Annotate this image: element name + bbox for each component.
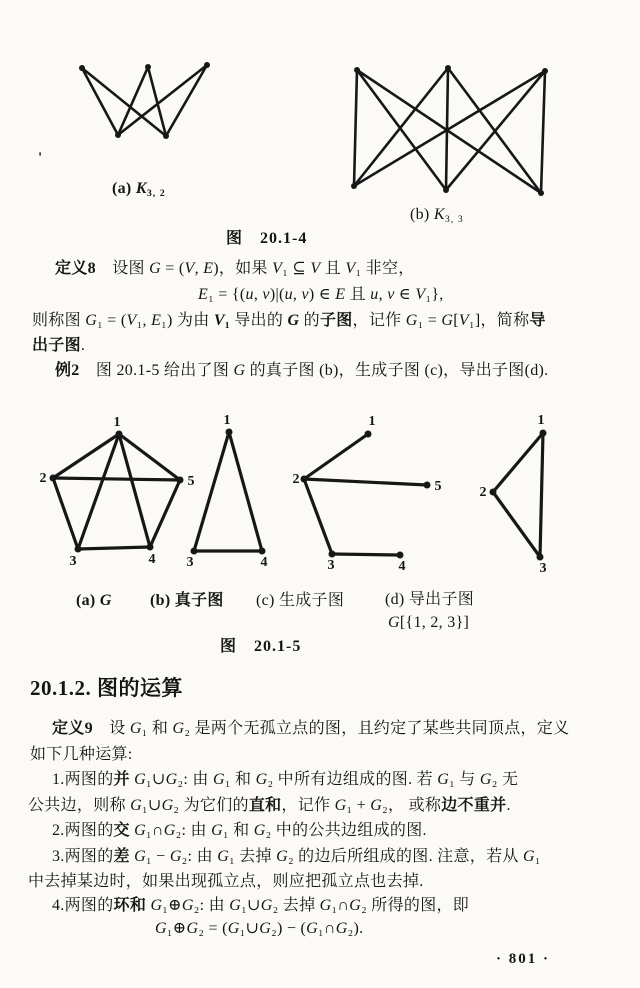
graph-induced-subgraph xyxy=(477,414,569,574)
operation-difference-line-2: 中去掉某边时，如果出现孤立点，则应把孤立点也去掉. xyxy=(28,873,424,890)
operation-union-line-1: 1.两图的并 G₁∪G₂: 由 G₁ 和 G₂ 中所有边组成的图. 若 G₁ 与 G₂ 无 xyxy=(52,771,519,788)
def9-line-1: 定义9 设 G₁ 和 G₂ 是两个无孤立点的图，且约定了某些共同顶点，定义 xyxy=(52,720,570,737)
svg-text:4: 4 xyxy=(398,559,406,574)
k32-caption: (a) $K_{3, 2}$ xyxy=(112,180,166,199)
example-2-line: 例2 图 20.1-5 给出了图 G 的真子图 (b)，生成子图 (c)，导出子图(d). xyxy=(55,362,549,379)
def8-formula-line: E₁ = {(u, v)|(u, v) ∈ E 且 u, v ∈ V₁}, xyxy=(198,286,444,303)
svg-text:1: 1 xyxy=(223,413,231,428)
svg-text:3: 3 xyxy=(186,555,194,570)
svg-text:5: 5 xyxy=(187,474,195,489)
svg-text:3: 3 xyxy=(69,554,77,569)
svg-text:3: 3 xyxy=(539,561,547,576)
def8-line-1: 定义8 设图 G = (V, E)，如果 V₁ ⊆ V 且 V₁ 非空， xyxy=(55,260,415,277)
svg-text:2: 2 xyxy=(479,485,487,500)
figure-20-1-5-caption: 图 20.1-5 xyxy=(220,638,302,655)
operation-difference-line-1: 3.两图的差 G₁ − G₂: 由 G₁ 去掉 G₂ 的边后所组成的图. 注意，若从 G₁ xyxy=(52,848,541,865)
caption-a-g: (a) G xyxy=(76,592,112,609)
k33-caption: (b) $K_{3, 3}$ xyxy=(410,206,464,225)
svg-text:5: 5 xyxy=(434,479,442,494)
caption-d-induced-subgraph: (d) 导出子图 xyxy=(385,591,475,608)
page-number: · 801 · xyxy=(496,951,551,967)
caption-b-proper-subgraph: (b) 真子图 xyxy=(150,592,224,609)
svg-text:3: 3 xyxy=(327,558,335,573)
svg-text:1: 1 xyxy=(113,415,121,430)
section-heading-20-1-2: 20.1.2. 图的运算 xyxy=(30,676,183,700)
complete-bipartite-k32-graph xyxy=(57,50,222,150)
operation-union-line-2: 公共边，则称 G₁∪G₂ 为它们的直和，记作 G₁ + G₂， 或称边不重并. xyxy=(28,797,511,814)
operation-intersection-line: 2.两图的交 G₁∩G₂: 由 G₁ 和 G₂ 中的公共边组成的图. xyxy=(52,822,427,839)
svg-text:4: 4 xyxy=(148,552,156,567)
caption-d-induced-subgraph-line2: G[{1, 2, 3}] xyxy=(388,614,470,631)
graph-spanning-subgraph xyxy=(292,414,444,572)
def9-line-2: 如下几种运算: xyxy=(30,746,133,763)
graph-g xyxy=(35,416,200,568)
svg-text:1: 1 xyxy=(537,413,545,428)
def8-line-4: 出子图. xyxy=(32,337,86,354)
graph-proper-subgraph xyxy=(182,413,277,570)
svg-text:4: 4 xyxy=(260,555,268,570)
svg-text:2: 2 xyxy=(39,471,47,486)
complete-bipartite-k33-graph xyxy=(338,55,563,205)
svg-text:1: 1 xyxy=(368,414,376,429)
svg-text:2: 2 xyxy=(292,472,300,487)
caption-c-spanning-subgraph: (c) 生成子图 xyxy=(256,592,345,609)
operation-ring-sum-line: 4.两图的环和 G₁⊕G₂: 由 G₁∪G₂ 去掉 G₁∩G₂ 所得的图，即 xyxy=(52,897,470,914)
def8-line-3: 则称图 G₁ = (V₁, E₁) 为由 V₁ 导出的 G 的子图，记作 G₁ = G[V₁]，简称导 xyxy=(32,312,546,329)
figure-20-1-4-caption: 图 20.1-4 xyxy=(226,230,308,247)
stray-scan-mark: ' xyxy=(38,150,43,166)
ring-sum-formula: G₁⊕G₂ = (G₁∪G₂) − (G₁∩G₂). xyxy=(155,920,364,937)
